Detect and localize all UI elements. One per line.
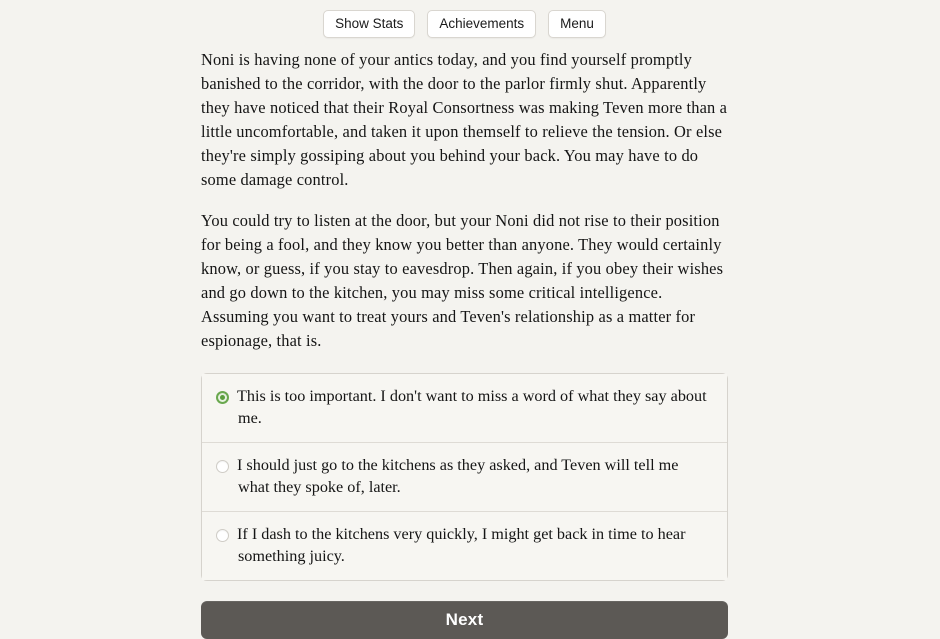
- choice-option-2[interactable]: [202, 442, 727, 511]
- story-paragraph-1: Noni is having none of your antics today, and you find yourself promptly banished to the corridor, with the door to the parlor firmly shut. Apparently they have noticed that their Royal Consortness was making Teven more than a little uncomfortable, and taken it upon themself to relieve the tension. Or else they're simply gossiping about you behind your back. You may have to do some damage control.: [201, 50, 728, 190]
- radio-button-icon-2[interactable]: [216, 460, 229, 473]
- next-button[interactable]: Next: [201, 601, 728, 639]
- story-text: [201, 48, 728, 353]
- choice-list: [201, 373, 728, 581]
- radio-button-icon-1[interactable]: [216, 391, 229, 404]
- content-column: [201, 0, 728, 639]
- achievements-button[interactable]: Achievements: [427, 10, 536, 39]
- radio-button-icon-3[interactable]: [216, 529, 229, 542]
- menu-button[interactable]: Menu: [548, 10, 606, 39]
- choice-option-3[interactable]: [202, 511, 727, 580]
- choice-option-1[interactable]: [202, 374, 727, 442]
- top-toolbar: [201, 0, 728, 38]
- show-stats-button[interactable]: Show Stats: [323, 10, 415, 39]
- story-paragraph-2: You could try to listen at the door, but your Noni did not rise to their position for being a fool, and they know you better than anyone. They would certainly know, or guess, if you stay to eavesdrop. Then again, if you obey their wishes and go down to the kitchen, you may miss some critical intelligence. Assuming you want to treat yours and Teven's relationship as a matter for espionage, that is.: [201, 210, 724, 351]
- choice-label-3: If I dash to the kitchens very quickly, I might get back in time to hear something juicy.: [237, 525, 686, 565]
- choice-label-2: I should just go to the kitchens as they asked, and Teven will tell me what they spoke of, later.: [237, 456, 679, 496]
- choice-label-1: This is too important. I don't want to miss a word of what they say about me.: [237, 387, 707, 427]
